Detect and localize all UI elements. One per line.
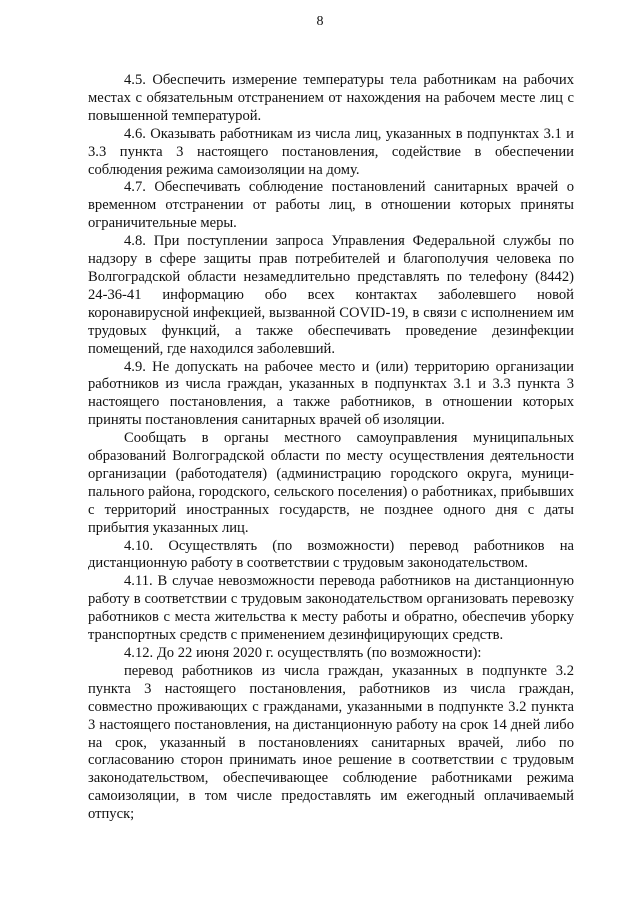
- document-body: [88, 72, 574, 824]
- paragraph-4-11: 4.11. В случае невозможности перевода работников на дистанционную работу в соответствии с трудовым законодательством организовать перевозку работников с места жительства к месту работы и обратно, обеспечив уборку транспортных средств с применением дезинфицирующих средств.: [88, 573, 574, 644]
- paragraph-4-9-notify: Сообщать в органы местного самоуправления муниципальных образований Волгоградской области по месту осуществления деятельности организации (работодателя) (администрацию городского округа, муниципального района, городского, сельского поселения) о работниках, прибывших с территорий иностранных государств, не позднее одного дня с даты прибытия указанных лиц.: [88, 430, 574, 536]
- page-number: 8: [316, 14, 324, 29]
- paragraph-4-10: 4.10. Осуществлять (по возможности) перевод работников на дистанционную работу в соответствии с трудовым законодательством.: [88, 537, 574, 572]
- paragraph-4-12: 4.12. До 22 июня 2020 г. осуществлять (по возможности):: [124, 645, 482, 661]
- paragraph-4-9: 4.9. Не допускать на рабочее место и (или) территорию организации работников из числа граждан, указанных в подпунктах 3.1 и 3.3 пункта 3 настоящего постановления, а также работников, в отношении которых приняты постановления санитарных врачей об изоляции.: [88, 358, 574, 429]
- paragraph-4-5: 4.5. Обеспечить измерение температуры тела работникам на рабочих местах с обязательным отстранением от нахождения на рабочем месте лиц с повышенной температурой.: [88, 72, 574, 124]
- paragraph-4-8: 4.8. При поступлении запроса Управления Федеральной службы по надзору в сфере защиты прав потребителей и благополучия человека по Волгоградской области незамедлительно представлять по телефону (8442) 24-36-41 информацию обо всех контактах заболевшего новой коронавирусной инфекцией, вызванной COVID-19, в связи с исполнением им трудовых функций, а также обеспечивать проведение дезинфекции помещений, где находился заболевший.: [88, 233, 574, 357]
- paragraph-4-7: 4.7. Обеспечивать соблюдение постановлений санитарных врачей о временном отстранении от работы лиц, в отношении которых приняты ограничительные меры.: [88, 179, 574, 232]
- paragraph-4-12-remote-work: перевод работников из числа граждан, указанных в подпункте 3.2 пункта 3 настоящего постановления, работников из числа граждан, совместно проживающих с гражданами, указанными в подпункте 3.2 пункта 3 настоящего постановления, на дистанционную работу на срок 14 дней либо на срок, указанный в постановлениях санитарных врачей, либо по согласованию сторон принимать иное решение в соответствии с трудовым законодательством, обеспечивающее соблюдение работниками режима самоизоляции, в том числе предоставлять им ежегодный оплачиваемый отпуск;: [88, 662, 574, 823]
- paragraph-4-6: 4.6. Оказывать работникам из числа лиц, указанных в подпунктах 3.1 и 3.3 пункта 3 настоящего постановления, содействие в обеспечении соблюдения режима самоизоляции на дому.: [88, 125, 574, 178]
